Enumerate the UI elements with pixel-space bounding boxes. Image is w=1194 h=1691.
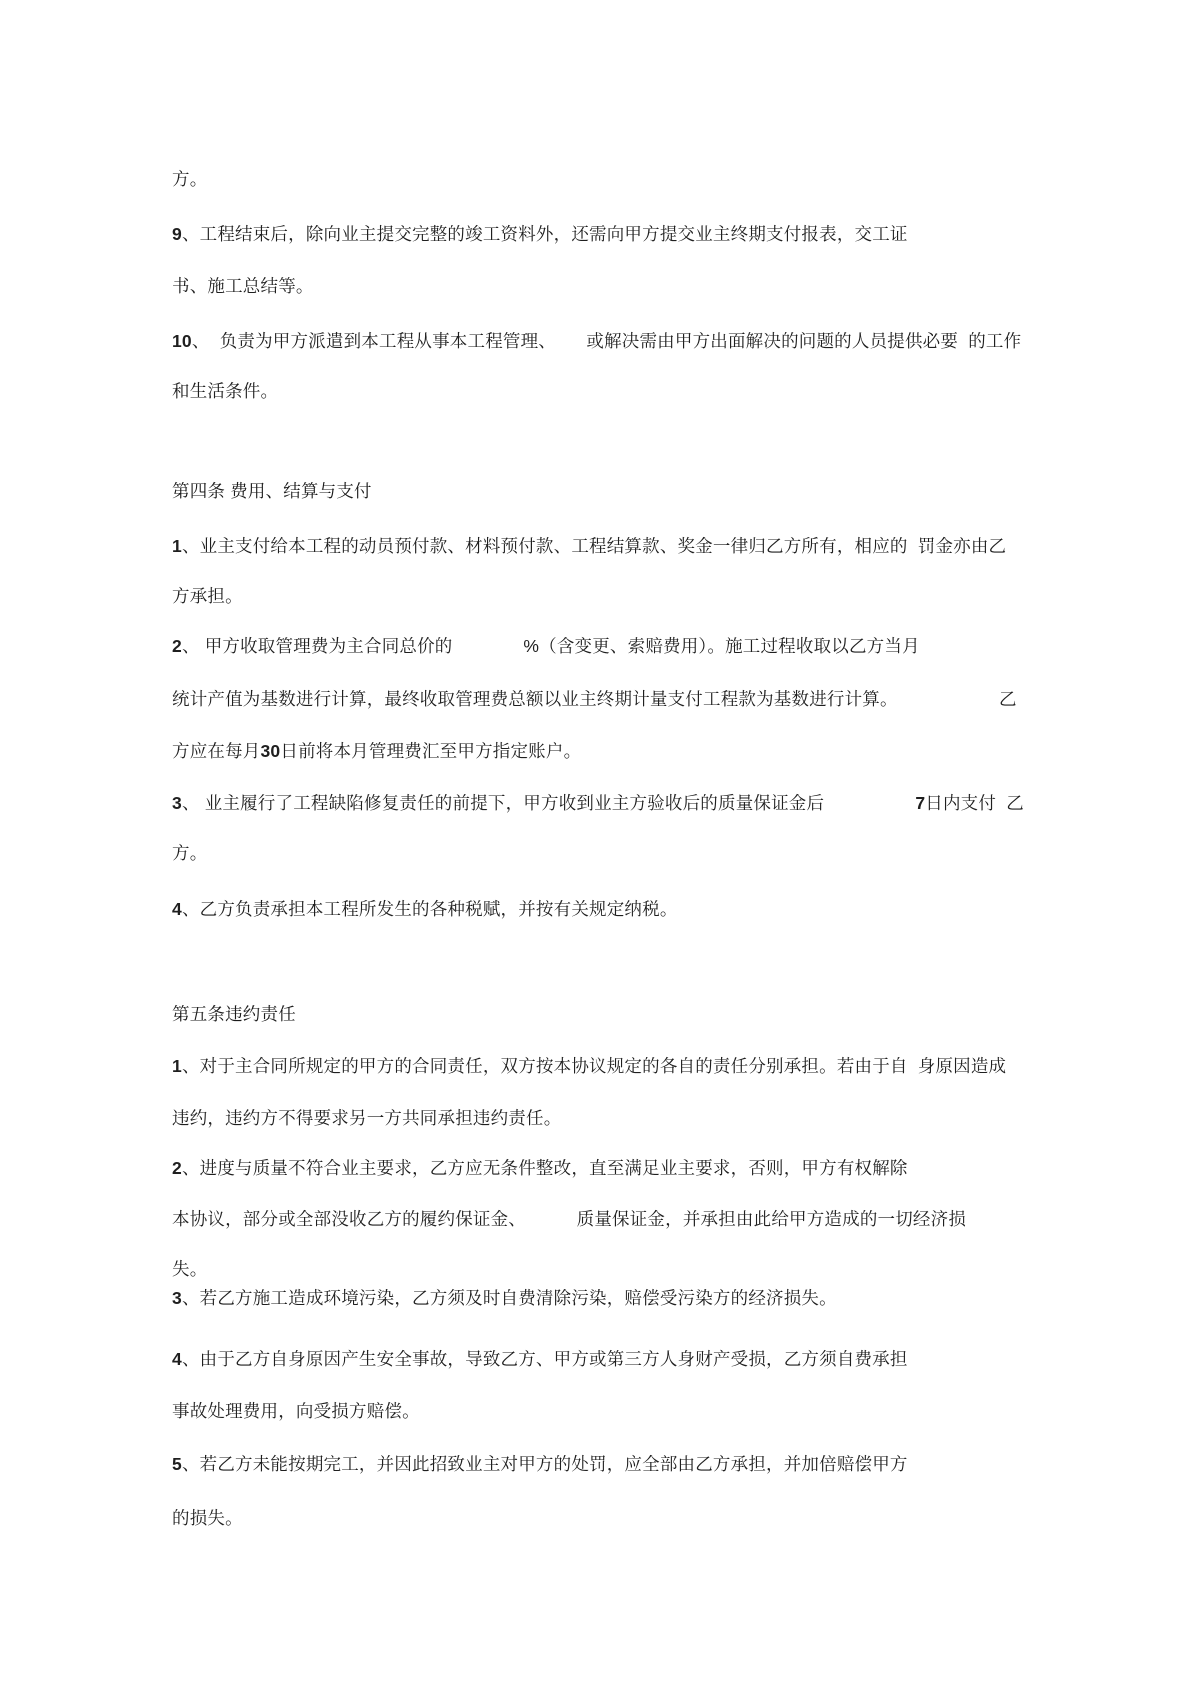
text-line	[172, 1453, 908, 1476]
clause-text: 、对于主合同所规定的甲方的合同责任，双方按本协议规定的各自的责任分别承担。若由于自 身原因造成	[181, 1056, 1007, 1076]
clause-text: 、乙方负责承担本工程所发生的各种税赋，并按有关规定纳税。	[181, 899, 678, 919]
inline-number: 30	[260, 741, 281, 761]
clause-text: 和生活条件。	[172, 381, 279, 401]
clause-text: 日前将本月管理费汇至甲方指定账户。	[280, 741, 582, 761]
clause-number: 5	[172, 1454, 182, 1474]
clause-text: 、业主支付给本工程的动员预付款、材料预付款、工程结算款、奖金一律归乙方所有，相应的 罚金亦由乙	[181, 536, 1007, 556]
text-line	[172, 585, 243, 608]
clause-text: 、 甲方收取管理费为主合同总价的 %（含变更、索赔费用）。施工过程收取以乙方当月	[181, 636, 920, 656]
text-line	[172, 1157, 908, 1180]
text-line	[172, 740, 581, 763]
clause-number: 1	[172, 536, 182, 556]
clause-text: 、由于乙方自身原因产生安全事故，导致乙方、甲方或第三方人身财产受损，乙方须自费承担	[181, 1349, 908, 1369]
clause-text: 、若乙方施工造成环境污染，乙方须及时自费清除污染，赔偿受污染方的经济损失。	[181, 1288, 837, 1308]
clause-text: 、工程结束后，除向业主提交完整的竣工资料外，还需向甲方提交业主终期支付报表，交工证	[181, 224, 908, 244]
clause-number: 9	[172, 224, 182, 244]
clause-text: 、 业主履行了工程缺陷修复责任的前提下，甲方收到业主方验收后的质量保证金后	[181, 793, 916, 813]
text-line	[172, 535, 1006, 558]
clause-text: 的损失。	[172, 1508, 243, 1528]
heading-text: 第四条 费用、结算与支付	[172, 481, 372, 501]
text-line	[172, 1287, 837, 1310]
clause-text: 统计产值为基数进行计算，最终收取管理费总额以业主终期计量支付工程款为基数进行计算。 乙	[172, 689, 1017, 709]
text-line	[172, 635, 920, 658]
clause-text: 本协议，部分或全部没收乙方的履约保证金、 质量保证金，并承担由此给甲方造成的一切经济损	[172, 1209, 967, 1229]
text-line	[172, 1208, 966, 1231]
text-line	[172, 1400, 420, 1423]
text-line	[172, 688, 1017, 711]
clause-text: 日内支付 乙	[925, 793, 1024, 813]
clause-text: 方。	[172, 169, 208, 189]
text-line	[172, 1507, 243, 1530]
clause-number: 2	[172, 636, 182, 656]
clause-text: 、 负责为甲方派遣到本工程从事本工程管理、 或解决需由甲方出面解决的问题的人员提供必要 的工作	[191, 331, 1022, 351]
clause-text: 、若乙方未能按期完工，并因此招致业主对甲方的处罚，应全部由乙方承担，并加倍赔偿甲方	[181, 1454, 908, 1474]
clause-text: 违约，违约方不得要求另一方共同承担违约责任。	[172, 1108, 562, 1128]
heading-text: 第五条违约责任	[172, 1004, 296, 1024]
clause-text: 书、施工总结等。	[172, 276, 314, 296]
text-line	[172, 330, 1021, 353]
clause-text: 事故处理费用，向受损方赔偿。	[172, 1401, 420, 1421]
text-line	[172, 842, 207, 865]
clause-number: 3	[172, 1288, 182, 1308]
clause-text: 方应在每月	[172, 741, 261, 761]
text-line	[172, 1055, 1006, 1078]
text-line	[172, 898, 678, 921]
text-line	[172, 1348, 908, 1371]
text-line	[172, 1258, 207, 1281]
text-line	[172, 792, 1024, 815]
clause-number: 1	[172, 1056, 182, 1076]
inline-number: 7	[915, 793, 926, 813]
clause-text: 方承担。	[172, 586, 243, 606]
clause-number: 3	[172, 793, 182, 813]
clause-text: 、进度与质量不符合业主要求，乙方应无条件整改，直至满足业主要求，否则，甲方有权解除	[181, 1158, 908, 1178]
section-heading-5	[172, 1003, 296, 1026]
text-line	[172, 275, 314, 298]
clause-number: 2	[172, 1158, 182, 1178]
clause-text: 方。	[172, 843, 208, 863]
section-heading-4	[172, 480, 372, 503]
clause-number: 4	[172, 1349, 182, 1369]
text-line	[172, 168, 207, 191]
text-line	[172, 380, 278, 403]
clause-number: 4	[172, 899, 182, 919]
clause-text: 失。	[172, 1259, 208, 1279]
text-line	[172, 223, 908, 246]
text-line	[172, 1107, 561, 1130]
clause-number: 10	[172, 331, 192, 351]
